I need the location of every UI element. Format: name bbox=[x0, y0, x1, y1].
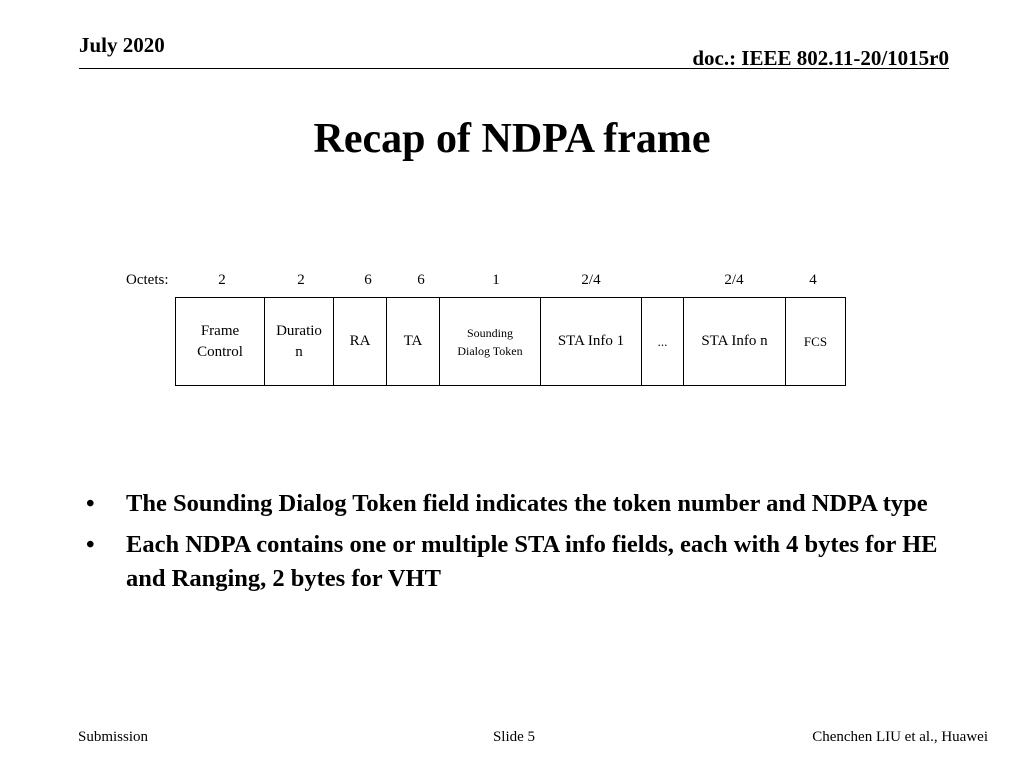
octet-frame-control: 2 bbox=[218, 272, 226, 288]
octet-sounding-dialog-token: 1 bbox=[492, 272, 500, 288]
field-ellipsis-label: ... bbox=[657, 334, 668, 349]
slide-title: Recap of NDPA frame bbox=[313, 116, 711, 162]
field-ra bbox=[334, 298, 387, 385]
octet-sta-info-1: 2/4 bbox=[581, 272, 601, 288]
field-ta bbox=[387, 298, 440, 385]
bullet-item bbox=[86, 528, 946, 596]
octet-sta-info-n: 2/4 bbox=[724, 272, 744, 288]
header-doc-id: doc.: IEEE 802.11-20/1015r0 bbox=[692, 46, 949, 70]
field-sounding-line1: Sounding bbox=[466, 325, 513, 340]
field-sta-info-n bbox=[684, 298, 786, 385]
field-ellipsis bbox=[642, 298, 684, 385]
octet-ra: 6 bbox=[364, 272, 372, 288]
octet-duration: 2 bbox=[297, 272, 305, 288]
field-ra-label: RA bbox=[349, 333, 371, 349]
ndpa-frame-format bbox=[175, 297, 846, 386]
bullet-list bbox=[86, 487, 946, 603]
field-frame-control-line1: Frame bbox=[200, 322, 240, 339]
header-date: July 2020 bbox=[79, 33, 165, 57]
field-fcs bbox=[786, 298, 845, 385]
field-sounding-dialog-token bbox=[440, 298, 541, 385]
field-frame-control bbox=[176, 298, 265, 385]
bullet-text: Each NDPA contains one or multiple STA info fields, each with 4 bytes for HE and Ranging, 2 bytes for VHT bbox=[126, 531, 938, 592]
bullet-marker: • bbox=[86, 531, 95, 558]
field-sounding-line2: Dialog Token bbox=[457, 343, 523, 358]
footer-author: Chenchen LIU et al., Huawei bbox=[812, 729, 988, 745]
field-frame-control-line2: Control bbox=[197, 343, 243, 360]
field-duration-line1: Duratio bbox=[276, 322, 322, 339]
bullet-marker: • bbox=[86, 490, 95, 517]
octet-ta: 6 bbox=[417, 272, 425, 288]
field-ta-label: TA bbox=[403, 333, 423, 349]
header-divider bbox=[79, 68, 949, 69]
octet-fcs: 4 bbox=[809, 272, 817, 288]
field-duration-line2: n bbox=[295, 343, 303, 360]
bullet-item bbox=[86, 487, 946, 521]
bullet-text: The Sounding Dialog Token field indicates the token number and NDPA type bbox=[126, 490, 928, 517]
field-duration bbox=[265, 298, 334, 385]
field-sta-info-n-label: STA Info n bbox=[701, 333, 768, 349]
field-sta-info-1 bbox=[541, 298, 642, 385]
footer-submission: Submission bbox=[78, 729, 149, 745]
footer-slide-number: Slide 5 bbox=[492, 729, 536, 745]
field-fcs-label: FCS bbox=[803, 334, 828, 349]
octets-label: Octets: bbox=[126, 272, 169, 288]
field-sta-info-1-label: STA Info 1 bbox=[557, 333, 625, 349]
